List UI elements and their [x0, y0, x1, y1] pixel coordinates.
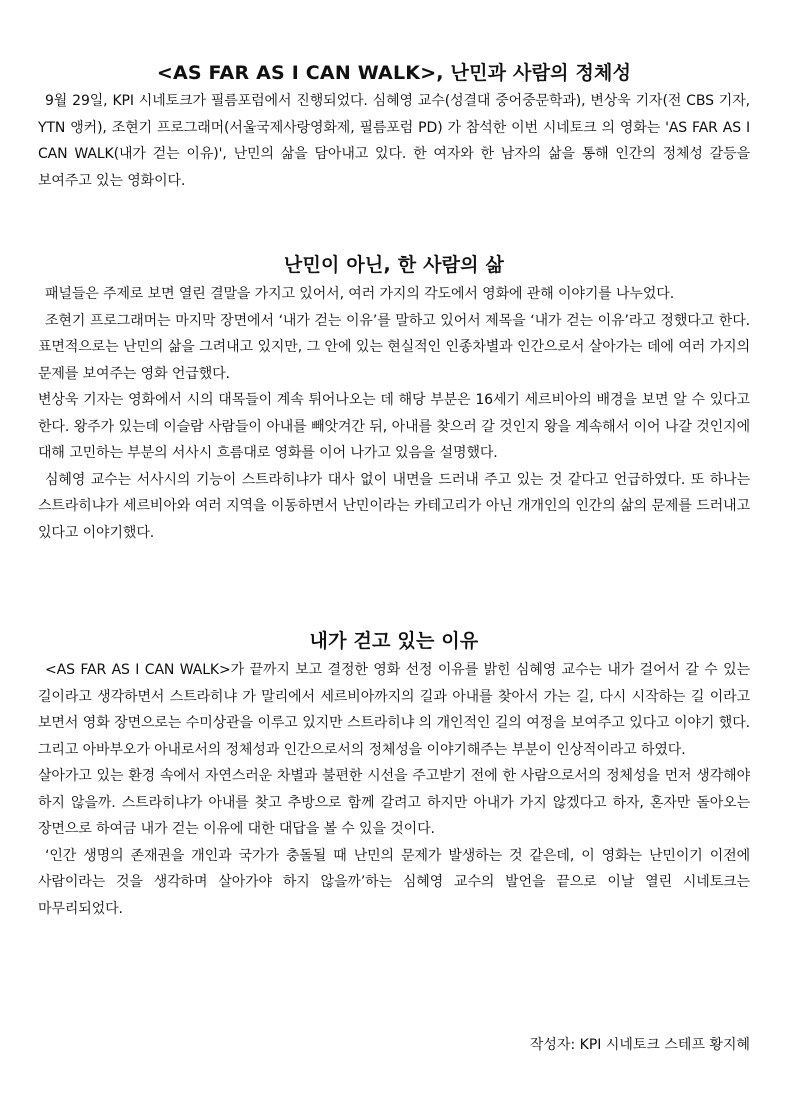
paragraph: 심혜영 교수는 서사시의 기능이 스트라히냐가 대사 없이 내면을 드러내 주고 있는 것 같다고 언급하였다. 또 하나는 스트라히냐가 세르비아와 여러 지역을 이동하면서 난민이라는 카테고리가 아닌 개개인의 인간의 삶의 문제를 드러내고 있다고 이야기했다. — [38, 471, 750, 541]
section-heading-refugee-life: 난민이 아닌, 한 사람의 삶 — [283, 254, 505, 276]
paragraph: 패널들은 주제로 보면 열린 결말을 가지고 있어서, 여러 가지의 각도에서 영화에 관해 이야기를 나누었다. — [45, 286, 675, 302]
section-why-walking — [38, 657, 750, 922]
section-refugee-life — [38, 281, 750, 546]
paragraph: 조현기 프로그래머는 마지막 장면에서 ‘내가 걷는 이유’를 말하고 있어서 제목을 ‘내가 걷는 이유’라고 정했다고 한다. 표면적으로는 난민의 삶을 그려내고 있지만, 그 안에 있는 현실적인 인종차별과 인간으로서 살아가는 데에 여러 가지의 문제를 보여주는 영화 언급했다. — [38, 312, 750, 382]
paragraph: ‘인간 생명의 존재권을 개인과 국가가 충돌될 때 난민의 문제가 발생하는 것 같은데, 이 영화는 난민이기 이전에 사람이라는 것을 생각하며 살아가야 하지 않을까’하는 심혜영 교수의 발언을 끝으로 이날 열린 시네토크는 마무리되었다. — [38, 847, 750, 917]
article-title: <AS FAR AS I CAN WALK>, 난민과 사람의 정체성 — [156, 62, 632, 84]
paragraph: 살아가고 있는 환경 속에서 자연스러운 차별과 불편한 시선을 주고받기 전에 한 사람으로서의 정체성을 먼저 생각해야 하지 않을까. 스트라히냐가 아내를 찾고 추방으로 함께 갈려고 하지만 아내가 가지 않겠다고 하자, 혼자만 돌아오는 장면으로 하여금 내가 걷는 이유에 대한 대답을 볼 수 있을 것이다. — [38, 768, 750, 837]
intro-paragraph: 9월 29일, KPI 시네토크가 필름포럼에서 진행되었다. 심혜영 교수(성결대 중어중문학과), 변상욱 기자(전 CBS 기자, YTN 앵커), 조현기 프로그래머(서울국제사랑영화제, 필름포럼 PD) 가 참석한 이번 시네토크 의 영화는 'AS FAR AS I CAN WALK(내가 걷는 이유)', 난민의 삶을 담아내고 있다. 한 여자와 한 남자의 삶을 통해 인간의 정체성 갈등을 보여주고 있는 영화이다. — [38, 93, 750, 189]
section-heading-why-walking: 내가 걷고 있는 이유 — [309, 630, 479, 652]
paragraph: 변상욱 기자는 영화에서 시의 대목들이 계속 튀어나오는 데 해당 부분은 16세기 세르비아의 배경을 보면 알 수 있다고 한다. 왕주가 있는데 이슬람 사람들이 아내를 빼앗겨간 뒤, 아내를 찾으러 갈 것인지 왕을 계속해서 이어 나갈 것인지에 대해 고민하는 부분의 서사시 흐름대로 영화를 이어 나가고 있음을 설명했다. — [38, 392, 750, 461]
paragraph: <AS FAR AS I CAN WALK>가 끝까지 보고 결정한 영화 선정 이유를 밝힌 심혜영 교수는 내가 걸어서 갈 수 있는 길이라고 생각하면서 스트라히냐 가 말리에서 세르비아까지의 길과 아내를 찾아서 가는 길, 다시 시작하는 길 이라고 보면서 영화 장면으로는 수미상관을 이루고 있지만 스트라히냐 의 개인적인 길의 여정을 보여주고 있다고 이야기 했다. 그리고 아바부오가 아내로서의 정체성과 인간으로서의 정체성을 이야기해주는 부분이 인상적이라고 하였다. — [38, 662, 750, 758]
author-credit: 작성자: KPI 시네토크 스테프 황지혜 — [529, 1037, 750, 1053]
intro-section — [38, 88, 750, 194]
